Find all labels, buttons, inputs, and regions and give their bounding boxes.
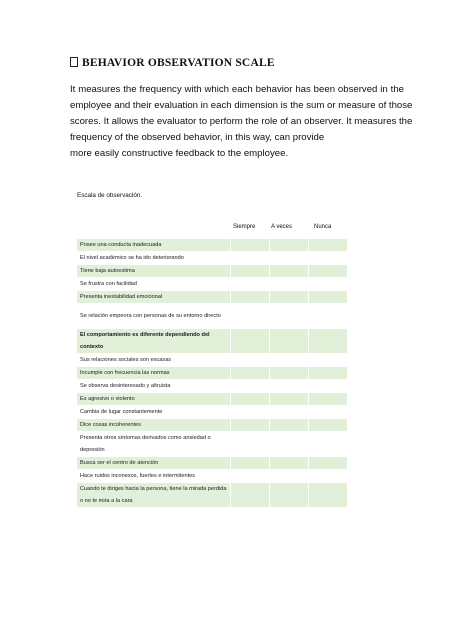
nunca-cell bbox=[309, 329, 348, 354]
a-veces-cell bbox=[270, 304, 309, 329]
a-veces-cell bbox=[270, 291, 309, 304]
paragraph-line: frequency of the observed behavior, in this way, can provide bbox=[70, 132, 325, 144]
table-row bbox=[77, 252, 348, 265]
a-veces-cell bbox=[270, 457, 309, 470]
behavior-label: Tiene baja autoestima bbox=[77, 265, 231, 278]
table-row bbox=[77, 393, 348, 406]
table-row bbox=[77, 367, 348, 380]
a-veces-cell bbox=[270, 252, 309, 265]
a-veces-cell bbox=[270, 483, 309, 508]
siempre-cell bbox=[231, 483, 270, 508]
siempre-cell bbox=[231, 278, 270, 291]
siempre-cell bbox=[231, 329, 270, 354]
table-row bbox=[77, 265, 348, 278]
checkbox-bullet-icon bbox=[70, 57, 78, 67]
siempre-cell bbox=[231, 457, 270, 470]
a-veces-cell bbox=[270, 239, 309, 252]
table-row bbox=[77, 419, 348, 432]
siempre-cell bbox=[231, 304, 270, 329]
paragraph-line: It measures the frequency with which each behavior has been observed in the bbox=[70, 84, 404, 95]
behavior-label: Se relación empeora con personas de su entorno directo bbox=[77, 304, 231, 329]
behavior-label: El nivel académico se ha ido deteriorando bbox=[77, 252, 231, 265]
behavior-label: Cambia de lugar constantemente bbox=[77, 406, 231, 419]
column-header-nunca: Nunca bbox=[314, 224, 332, 230]
table-row bbox=[77, 239, 348, 252]
siempre-cell bbox=[231, 432, 270, 457]
a-veces-cell bbox=[270, 470, 309, 483]
behavior-label: Se observa desinteresado y altruista bbox=[77, 380, 231, 393]
a-veces-cell bbox=[270, 265, 309, 278]
description-paragraph bbox=[70, 82, 413, 162]
behavior-label: Es agresivo o violento bbox=[77, 393, 231, 406]
behavior-label: Posee una conducta inadecuada bbox=[77, 239, 231, 252]
siempre-cell bbox=[231, 419, 270, 432]
a-veces-cell bbox=[270, 380, 309, 393]
table-row bbox=[77, 304, 348, 329]
behavior-label: Cuando te diriges hacia la persona, tiene la mirada perdida o no te mira a la cara bbox=[77, 483, 231, 508]
behavior-label: Incumple con frecuencia las normas bbox=[77, 367, 231, 380]
nunca-cell bbox=[309, 367, 348, 380]
table-row bbox=[77, 278, 348, 291]
table-row bbox=[77, 380, 348, 393]
siempre-cell bbox=[231, 252, 270, 265]
behavior-label: Dice cosas incoherentes bbox=[77, 419, 231, 432]
behavior-label: El comportamiento es diferente dependiendo del contexto bbox=[77, 329, 231, 354]
section-heading bbox=[70, 57, 275, 69]
a-veces-cell bbox=[270, 406, 309, 419]
table-row bbox=[77, 470, 348, 483]
nunca-cell bbox=[309, 380, 348, 393]
siempre-cell bbox=[231, 393, 270, 406]
section-heading-text: BEHAVIOR OBSERVATION SCALE bbox=[82, 57, 275, 69]
behavior-label: Hace ruidos inconexos, fuertes e intermitentes bbox=[77, 470, 231, 483]
column-header-siempre: Siempre bbox=[233, 224, 256, 230]
siempre-cell bbox=[231, 291, 270, 304]
behavior-label: Presenta inestabilidad emocional bbox=[77, 291, 231, 304]
nunca-cell bbox=[309, 239, 348, 252]
paragraph-line: scores. It allows the evaluator to perform the role of an observer. It measures the bbox=[70, 116, 413, 128]
scale-title: Escala de observación. bbox=[77, 192, 143, 199]
behavior-label: Busca ser el centro de atención bbox=[77, 457, 231, 470]
behavior-label: Sus relaciones sociales son escasas bbox=[77, 354, 231, 367]
nunca-cell bbox=[309, 252, 348, 265]
nunca-cell bbox=[309, 470, 348, 483]
table-row bbox=[77, 354, 348, 367]
siempre-cell bbox=[231, 380, 270, 393]
nunca-cell bbox=[309, 457, 348, 470]
siempre-cell bbox=[231, 406, 270, 419]
table-row bbox=[77, 406, 348, 419]
a-veces-cell bbox=[270, 329, 309, 354]
nunca-cell bbox=[309, 419, 348, 432]
nunca-cell bbox=[309, 304, 348, 329]
nunca-cell bbox=[309, 265, 348, 278]
behavior-label: Se frustra con facilidad bbox=[77, 278, 231, 291]
nunca-cell bbox=[309, 354, 348, 367]
nunca-cell bbox=[309, 393, 348, 406]
nunca-cell bbox=[309, 291, 348, 304]
behavior-label: Presenta otros síntomas derivados como ansiedad o depresión bbox=[77, 432, 231, 457]
a-veces-cell bbox=[270, 367, 309, 380]
paragraph-line: employee and their evaluation in each dimension is the sum or measure of those bbox=[70, 100, 413, 112]
siempre-cell bbox=[231, 367, 270, 380]
paragraph-line: more easily constructive feedback to the employee. bbox=[70, 148, 289, 160]
nunca-cell bbox=[309, 483, 348, 508]
a-veces-cell bbox=[270, 278, 309, 291]
table-row bbox=[77, 329, 348, 354]
siempre-cell bbox=[231, 470, 270, 483]
table-row bbox=[77, 483, 348, 508]
a-veces-cell bbox=[270, 354, 309, 367]
table-row bbox=[77, 291, 348, 304]
siempre-cell bbox=[231, 265, 270, 278]
a-veces-cell bbox=[270, 419, 309, 432]
nunca-cell bbox=[309, 406, 348, 419]
observation-table bbox=[76, 238, 348, 508]
column-header-a-veces: A veces bbox=[271, 224, 293, 230]
a-veces-cell bbox=[270, 432, 309, 457]
table-row bbox=[77, 432, 348, 457]
nunca-cell bbox=[309, 278, 348, 291]
a-veces-cell bbox=[270, 393, 309, 406]
siempre-cell bbox=[231, 354, 270, 367]
table-row bbox=[77, 457, 348, 470]
nunca-cell bbox=[309, 432, 348, 457]
siempre-cell bbox=[231, 239, 270, 252]
